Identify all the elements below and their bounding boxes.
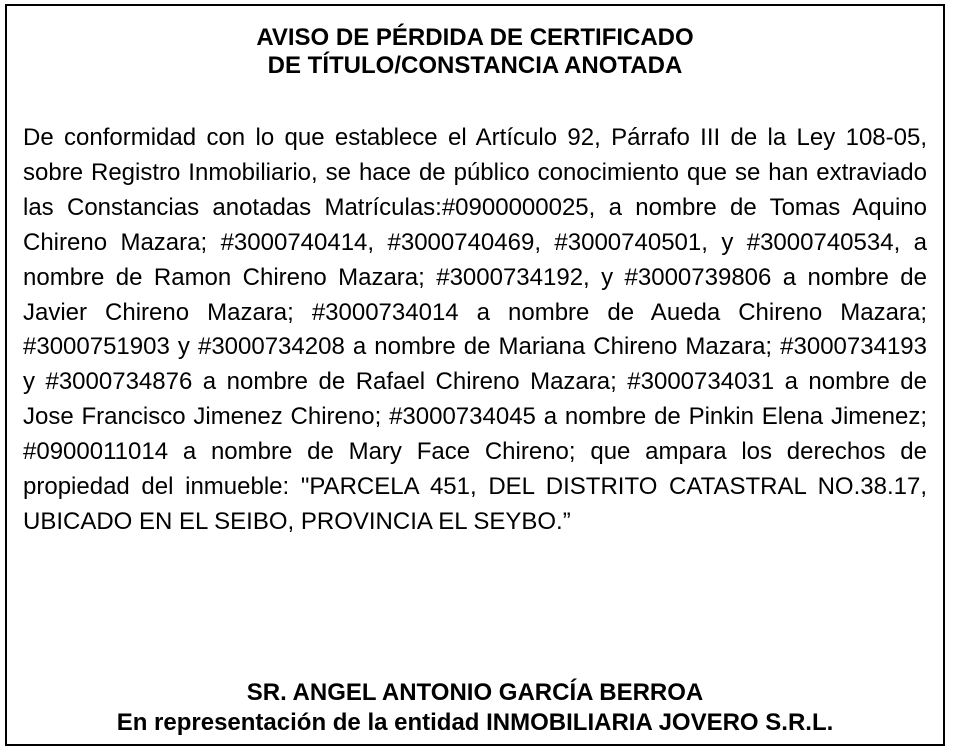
signature-name: SR. ANGEL ANTONIO GARCÍA BERROA xyxy=(246,679,704,706)
notice-title xyxy=(7,24,943,80)
title-line-2: DE TÍTULO/CONSTANCIA ANOTADA xyxy=(267,52,683,79)
title-line-1: AVISO DE PÉRDIDA DE CERTIFICADO xyxy=(256,24,694,51)
notice-body: De conformidad con lo que establece el Artículo 92, Párrafo III de la Ley 108-05, sobre Registro Inmobiliario, se hace de público conocimiento que se han extraviado las Constancias anotadas Matrículas:#0900000025, a nombre de Tomas Aquino Chireno Mazara; #3000740414, #3000740469, #3000740501, y #3000740534, a nombre de Ramon Chireno Mazara; #3000734192, y #3000739806 a nombre de Javier Chireno Mazara; #3000734014 a nombre de Aueda Chireno Mazara; #3000751903 y #3000734208 a nombre de Mariana Chireno Mazara; #3000734193 y #3000734876 a nombre de Rafael Chireno Mazara; #3000734031 a nombre de Jose Francisco Jimenez Chireno; #3000734045 a nombre de Pinkin Elena Jimenez; #0900011014 a nombre de Mary Face Chireno; que ampara los derechos de propiedad del inmueble: "PARCELA 451, DEL DISTRITO CATASTRAL NO.38.17, UBICADO EN EL SEIBO, PROVINCIA EL SEYBO.” xyxy=(23,124,927,535)
signature-block xyxy=(7,678,943,738)
notice-box xyxy=(5,4,945,746)
signature-role: En representación de la entidad INMOBILIARIA JOVERO S.R.L. xyxy=(116,709,834,736)
